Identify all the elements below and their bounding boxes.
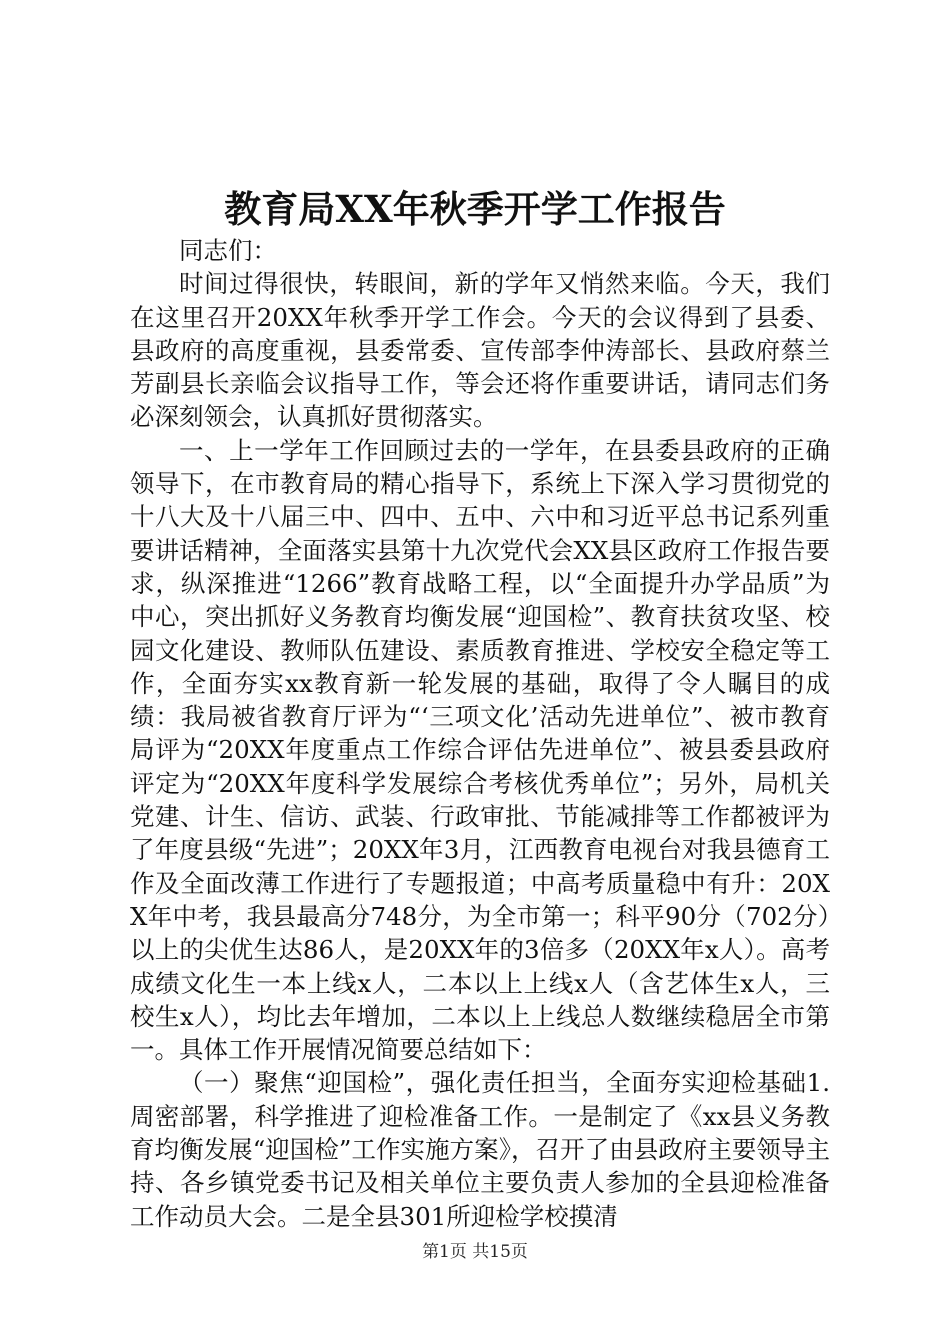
intro-paragraph: 时间过得很快，转眼间，新的学年又悄然来临。今天，我们在这里召开20XX年秋季开学工作会。今天的会议得到了县委、县政府的高度重视，县委常委、宣传部李仲涛部长、县政府蔡兰芳副县长亲临会议指导工作，等会还将作重要讲话，请同志们务必深刻领会，认真抓好贯彻落实。 [130, 269, 830, 432]
greeting-paragraph: 同志们： [179, 236, 277, 265]
page-footer: 第1页 共15页 [422, 1242, 528, 1262]
document-title: 教育局XX年秋季开学工作报告 [224, 187, 726, 231]
review-paragraph: 一、上一学年工作回顾过去的一学年，在县委县政府的正确领导下，在市教育局的精心指导下，系统上下深入学习贯彻党的十八大及十八届三中、四中、五中、六中和习近平总书记系列重要讲话精神，全面落实县第十九次党代会XX县区政府工作报告要求，纵深推进“1266”教育战略工程，以“全面提升办学品质”为中心，突出抓好义务教育均衡发展“迎国检”、教育扶贫攻坚、校园文化建设、教师队伍建设、素质教育推进、学校安全稳定等工作，全面夯实xx教育新一轮发展的基础，取得了令人瞩目的成绩：我局被省教育厅评为“‘三项文化’活动先进单位”、被市教育局评为“20XX年度重点工作综合评估先进单位”、被县委县政府评定为“20XX年度科学发展综合考核优秀单位”；另外，局机关党建、计生、信访、武装、行政审批、节能减排等工作都被评为了年度县级“先进”；20XX年3月，江西教育电视台对我县德育工作及全面改薄工作进行了专题报道；中高考质量稳中有升：20XX年中考，我县最高分748分，为全市第一；科平90分（702分）以上的尖优生达86人，是20XX年的3倍多（20XX年x人）。高考成绩文化生一本上线x人，二本以上上线x人（含艺体生x人，三校生x人），均比去年增加，二本以上上线总人数继续稳居全市第一。具体工作开展情况简要总结如下： [130, 435, 830, 1065]
document-body [130, 234, 830, 1233]
section-one-paragraph: （一）聚焦“迎国检”，强化责任担当，全面夯实迎检基础1.周密部署，科学推进了迎检准备工作。一是制定了《xx县义务教育均衡发展“迎国检”工作实施方案》，召开了由县政府主要领导主持、各乡镇党委书记及相关单位主要负责人参加的全县迎检准备工作动员大会。二是全县301所迎检学校摸清 [130, 1068, 830, 1231]
